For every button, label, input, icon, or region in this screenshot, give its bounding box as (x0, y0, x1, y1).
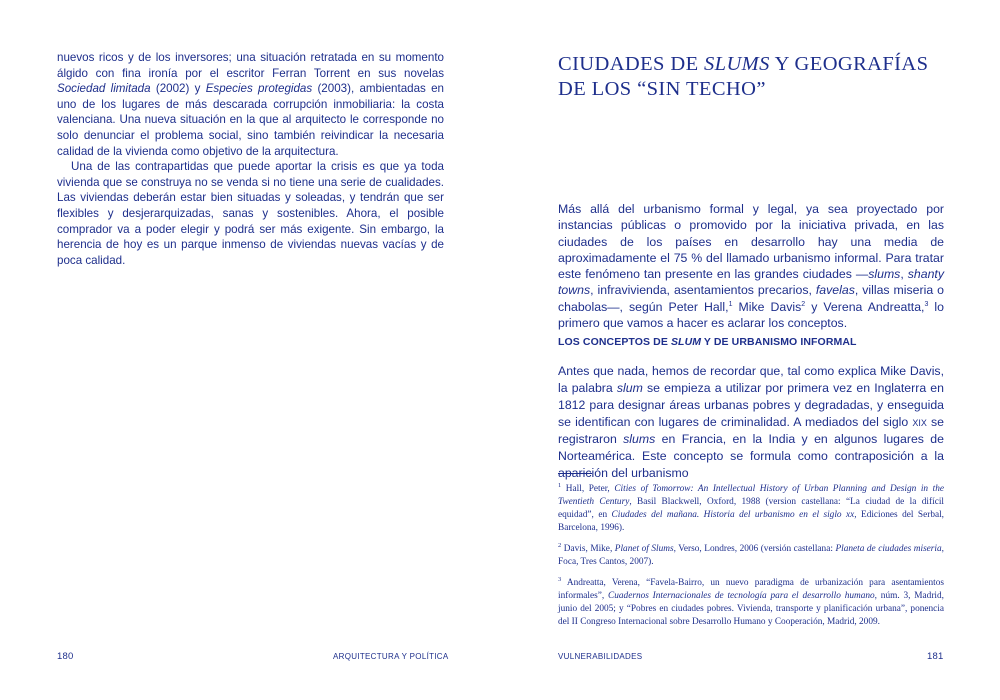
text-run: se registraron (558, 415, 945, 446)
text-run: Mike Davis (732, 299, 802, 314)
page-number-left: 180 (57, 651, 74, 662)
text-run: Hall, Peter, (561, 484, 615, 495)
footnote-ref: 3 (924, 300, 929, 308)
italic-run: favelas (815, 283, 855, 298)
section-heading (558, 336, 944, 348)
chapter-title (558, 52, 958, 102)
running-head-right: VULNERABILIDADES (558, 652, 643, 661)
italic-run: Cities of Tomorrow: An Intellectual History of Urban Planning and Design in the Twentieth Century (558, 484, 944, 508)
text-run: y Verena Andreatta, (805, 299, 925, 314)
text-run: Antes que nada, hemos de recordar que, tal como explica Mike Davis, la palabra (558, 364, 944, 395)
italic-run: Planeta de ciudades miseria (835, 544, 942, 555)
text-run: nuevos ricos y de los inversores; una situación retratada en su momento álgido con fina ironía por el escritor Ferran Torrent en sus novelas (57, 51, 444, 80)
footnote-1 (558, 479, 944, 535)
page-number-right: 181 (927, 651, 944, 662)
text-run: , infravivienda, asentamientos precarios, (590, 283, 816, 298)
footnote-number: 2 (558, 542, 562, 550)
italic-run: Cuadernos Internacionales de tecnología para el desarrollo humano (608, 591, 875, 602)
footnote-ref: 1 (728, 300, 733, 308)
footnotes (558, 479, 944, 633)
right-page (500, 0, 1000, 700)
text-run: (2002) y (150, 82, 206, 96)
text-run: (2003), ambientadas en uno de los lugares de más descarada corrupción inmobiliaria: la costa valenciana. Una nueva situación en la que al arquitecto le corresponde no solo denunciar el problema social, sino también reivindicar la necesaria calidad de la vivienda como objetivo de la arquitectura. (57, 82, 444, 158)
text-run: CIUDADES DE (558, 53, 705, 75)
left-paragraph-1 (57, 50, 444, 159)
italic-run: Planet of Slums (614, 544, 674, 555)
running-head-left: ARQUITECTURA Y POLÍTICA (333, 652, 449, 661)
text-run: , Foca, Tres Cantos, 2007). (558, 544, 944, 568)
italic-run: Ciudades del mañana. Historia del urbanismo en el siglo xx (611, 510, 855, 521)
italic-run: Especies protegidas (205, 82, 313, 96)
italic-run: slums (868, 267, 901, 282)
text-run: , (900, 267, 908, 282)
italic-run: SLUMS (704, 53, 770, 75)
text-run: , Basil Blackwell, Oxford, 1988 (version castellana: “La ciudad de la difícil equidad”, en (558, 497, 944, 521)
text-run: Andreatta, Verena, “Favela-Bairro, un nuevo paradigma de urbanización para asentamientos informales”, (558, 578, 944, 602)
italic-run: SLUM (670, 336, 702, 348)
italic-run: slum (616, 381, 643, 395)
text-run: lo primero que vamos a hacer es aclarar los conceptos. (558, 299, 945, 331)
italic-run: shanty towns (558, 267, 944, 298)
italic-run: Sociedad limitada (57, 82, 151, 96)
text-run: LOS CONCEPTOS DE (558, 336, 671, 348)
text-run: Más allá del urbanismo formal y legal, ya sea proyectado por instancias públicas o promovido por la iniciativa privada, en las ciudades de los países en desarrollo hay una media de aproximadamente el 75 % del llamado urbanismo informal. Para tratar este fenómeno tan presente en las grandes ciudades — (558, 202, 944, 282)
text-run: , Ediciones del Serbal, Barcelona, 1996). (558, 510, 944, 534)
footnote-ref: 2 (801, 300, 806, 308)
footnote-3 (558, 573, 944, 629)
text-run: , villas miseria o chabolas—, según Peter Hall, (558, 283, 944, 314)
italic-run: slums (623, 432, 656, 446)
text-run: Y DE URBANISMO INFORMAL (701, 336, 857, 348)
text-run: se empieza a utilizar por primera vez en Inglaterra en 1812 para designar áreas urbanas pobres y degradadas, y enseguida se identifican con lugares de criminalidad. A mediados del siglo (558, 381, 944, 429)
text-run: en Francia, en la India y en algunos lugares de Norteamérica. Este concepto se formula como contraposición a la aparición del urbanismo (558, 432, 944, 480)
text-run: , Verso, Londres, 2006 (versión castellana: (673, 544, 836, 555)
small-caps-run: xix (912, 415, 927, 429)
left-paragraph-2 (57, 159, 444, 268)
footnote-rule (558, 473, 592, 474)
text-run: Y GEOGRAFÍAS DE LOS “SIN TECHO” (558, 53, 929, 100)
footnote-2 (558, 539, 944, 569)
footnote-number: 3 (558, 576, 562, 584)
section-paragraph (558, 363, 944, 482)
text-run: , núm. 3, Madrid, junio del 2005; y “Pobres en ciudades pobres. Vivienda, transporte y planificación urbana”, ponencia del II Congreso Internacional sobre Desarrollo Humano y Cooperación, Madrid, 2009. (558, 591, 944, 628)
text-run: Davis, Mike, (561, 544, 615, 555)
footnote-number: 1 (558, 482, 562, 489)
left-body-text (57, 50, 444, 268)
intro-paragraph (558, 201, 944, 331)
text-run: Una de las contrapartidas que puede aportar la crisis es que ya toda vivienda que se construya no se venda si no tiene una serie de cualidades. Las viviendas deberán estar bien situadas y soleadas, y tendrán que ser flexibles y desjerarquizadas, sanas y sostenibles. Ahora, el posible comprador va a poder elegir y podrá ser más exigente. Sin embargo, la herencia de hoy es un parque inmenso de viviendas nuevas vacías y de poca calidad. (57, 160, 444, 267)
